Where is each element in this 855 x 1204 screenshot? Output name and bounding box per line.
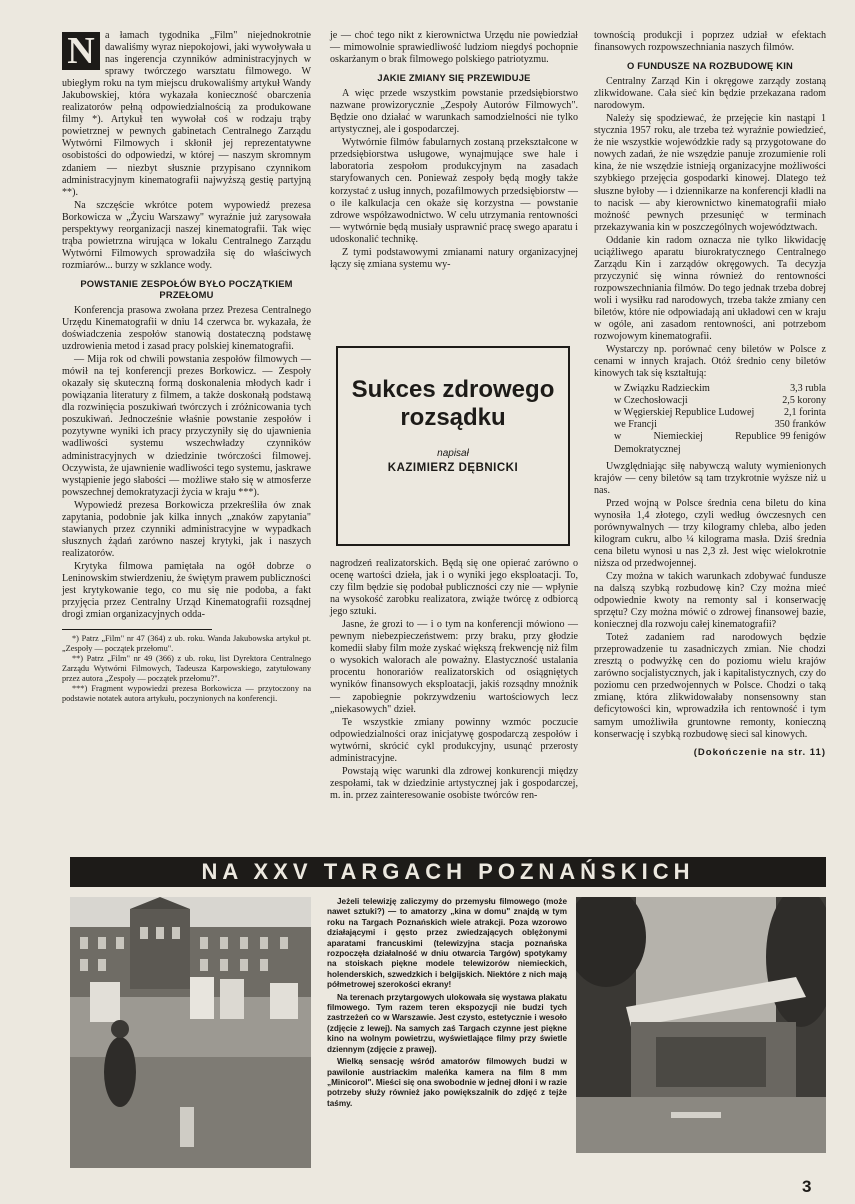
paragraph: Powstają więc warunki dla zdrowej konkurencji między zespołami, tak w dziedzinie artystycznej jak i gospodarczej, m. in. przez zainteresowanie osobiste twórców ren- xyxy=(330,765,578,801)
photo-illustration xyxy=(576,897,826,1153)
intro-paragraph: N a łamach tygodnika „Film" niejednokrotnie dawaliśmy wyraz niepokojowi, jaki wywoływała u nas ingerencja czynników administracyjnych w sprawy twórczego warsztatu filmowego. W ubiegłym roku na tym miejscu drukowaliśmy artykuł Wandy Jakubowskiej, która wykazała konieczność obarczenia realizatorów pełną odpowiedzialnością za produkowane filmy *). Artykuł ten wywołał coś w rodzaju trąby powietrznej w pewnych gabinetach Centralnego Zarządu Wytwórni Filmowych i skłonił jej reprezentatywne osobistości do odpowiedzi, w której — naszym skromnym zdaniem — niezbyt słusznie przypisano czynnikom administracyjnym kinematografii najwyższą gestię partyjną **). xyxy=(62,30,311,198)
paragraph: Jasne, że grozi to — i o tym na konferencji mówiono — pewnym niebezpieczeństwem: przy braku, przy głodzie komedii słaby film może zyskać większą frekwencję niż film o wysokich walorach ale poważny. Elastyczność ustalania procentu honorariów realizatorskich od osiągniętych wyników finansowych eksploatacji, jakiś rozsądny mnożnik — zapobiegnie pokrzywdzeniu wartościowych lecz „niekasowych" dzieł. xyxy=(330,619,578,715)
paragraph: Przed wojną w Polsce średnia cena biletu do kina wynosiła 1,4 złotego, czyli według ówczesnych cen porównywalnych — trzy kilogramy chleba, albo jeden kilogram cukru, albo ¼ kilograma masła. Dziś średnia cena biletu wynosi u nas 2,3 zł. Jest więc wielokrotnie niższa od przedwojennej. xyxy=(594,497,826,569)
footnote: ***) Fragment wypowiedzi prezesa Borkowicza — przytoczony na podstawie notatek autora artykułu, poczynionych na konferencji. xyxy=(62,684,311,704)
article-title-box xyxy=(336,346,570,546)
paragraph: Krytyka filmowa pamiętała na ogół dobrze o Leninowskim stwierdzeniu, że świętym prawem publiczności jest krytykowanie tego, co mu się nie podoba, a fakt przyjęcia przez Centralny Urząd Kinematografii rozsądnej drogi zmian organizacyjnych odda- xyxy=(62,560,311,621)
paragraph: townością produkcji i poprzez udział w efektach finansowych rozpowszechniania naszych filmów. xyxy=(594,30,826,54)
paragraph: Oddanie kin radom oznacza nie tylko likwidację uciążliwego aparatu biurokratycznego Centralnego Zarządu Kin i zarządów okręgowych. Ta decyzja przyczynić się winna również do rentowności rozpowszechniania filmów. Do tego jednak trzeba dobrej woli i wysiłku rad narodowych, trzeba także zmiany cen biletów, które nie odpowiadają ani układowi cen w kraju w ogóle, ani zasadom rentowności, ani potrzebom rozwojowym kinematografii. xyxy=(594,234,826,343)
footnote: *) Patrz „Film" nr 47 (364) z ub. roku. Wanda Jakubowska artykuł pt. „Zespoły — początek przełomu". xyxy=(62,634,311,654)
continuation-note: (Dokończenie na str. 11) xyxy=(693,746,826,758)
article-title: Sukces zdrowego rozsądku xyxy=(351,376,555,431)
paragraph: Te wszystkie zmiany powinny wzmóc poczucie odpowiedzialności oraz inicjatywę gospodarczą zespołów i wytwórni, skrócić cykl produkcyjny, usunąć przerosty administracyjne. xyxy=(330,716,578,764)
poster-exhibition-photo xyxy=(70,897,311,1168)
paragraph: Wystarczy np. porównać ceny biletów w Polsce z cenami w innych krajach. Otóż średnio ceny biletów kinowych tak się kształtują: xyxy=(594,344,826,380)
paragraph: Wielką sensację wśród amatorów filmowych budzi w pawilonie austriackim maleńka kamera na film 8 mm „Minicorol". Mieści się ona swobodnie w jednej dłoni i w razie potrzeby służy również jako powiększalnik do zdjęć z tejże taśmy. xyxy=(327,1057,567,1108)
paragraph: Jeżeli telewizję zaliczymy do przemysłu filmowego (może nawet sztuki?) — to amatorzy „kina w domu" znajdą w tym roku na Targach Poznańskich wiele atrakcji. Poza wzorowo działającymi i gęsto przez zwiedzających oblężonymi aparatami francuskimi (telewizyjna stacja poznańska rozpoczęła działalność w dniu otwarcia Targów) spotykamy na stoiskach piękne modele telewizorów niemieckich, holenderskich, szwedzkich i belgijskich. Niektóre z nich mają półmetrowej szerokości ekrany! xyxy=(327,897,567,990)
table-row: w Czechosłowacji 2,5 korony xyxy=(614,395,826,407)
table-row: w Węgierskiej Republice Ludowej 2,1 forinta xyxy=(614,407,826,419)
section-heading: POWSTANIE ZESPOŁÓW BYŁO POCZĄTKIEM PRZEŁOMU xyxy=(80,277,293,300)
page-number: 3 xyxy=(802,1177,812,1196)
paragraph: Wytwórnie filmów fabularnych zostaną przekształcone w przedsiębiorstwa usługowe, wynajmujące swe hale i laboratoria zespołom produkcyjnym na zasadach staryfowanych cen. Ponieważ zespoły będą mogły także korzystać z usług innych, pozafilmowych przedsiębiorstw — o ile kalkulacja cen okaże się korzystna — powstanie zdrowe współzawodnictwo. W celu utrzymania rentowności — wytwórnie będą musiały usprawnić pracę swego aparatu i udoskonalić technikę. xyxy=(330,137,578,245)
drop-cap: N xyxy=(62,32,100,70)
byline-label: napisał xyxy=(437,448,469,459)
footnotes xyxy=(62,634,311,704)
paragraph: Toteż zadaniem rad narodowych będzie przeprowadzenie tu zasadniczych zmian. Nie chodzi zresztą o podwyżkę cen do poziomu wielu krajów zarówno socjalistycznych, jak i kapitalistycznych, czy do poziomu cen przedwojennych w Polsce. Chodzi o taką zmianę, która zlikwidowałaby nonsensowny stan deficytowości kin, wprowadziła ich rentowność i tym samym umożliwiła gruntowne remonty, konieczną konserwację i szybką rozbudowę sieci sal kinowych. xyxy=(594,632,826,740)
table-row: we Francji 350 franków xyxy=(614,419,826,431)
paragraph: Należy się spodziewać, że przejęcie kin nastąpi 1 stycznia 1957 roku, ale trzeba też wyraźnie powiedzieć, że nie wszystkie wojewódzkie rady są przygotowane do nowych zadań, że nie wszędzie panuje zrozumienie roli kina, że nie wszędzie istnieją organizacyjne możliwości szybkiego przejęcia gospodarki kinowej. Dlatego też słuszne byłoby — i dziennikarze na konferencji kładli na to nacisk — aby kierownictwo kinematografii miało możność pewnych przesunięć w terminach przekazywania kin w poszczególnych województwach. xyxy=(594,113,826,233)
column-right xyxy=(594,30,826,759)
paragraph: nagrodzeń realizatorskich. Będą się one opierać zarówno o ocenę wartości dzieła, jak i o wyniki jego eksploatacji. To, czy film będzie się podobał publiczności czy nie — wpłynie na wysokość zarobku realizatora, zwiąże twórcę z odbiorcą jego sztuki. xyxy=(330,558,578,618)
paragraph: Konferencja prasowa zwołana przez Prezesa Centralnego Urzędu Kinematografii w dniu 14 czerwca br. wykazała, że doświadczenia zespołów stanowią dostateczną podstawę uzdrowienia metod i zasad pracy polskiej kinematografii. xyxy=(62,304,311,353)
column-left xyxy=(62,30,311,704)
paragraph: je — choć tego nikt z kierownictwa Urzędu nie powiedział — mimowolnie sprawiedliwość ludziom niegdyś pochopnie oskarżanym o brak filmowego polskiego patriotyzmu. xyxy=(330,30,578,66)
paragraph: Wypowiedź prezesa Borkowicza przekreśliła ów znak zapytania, podobnie jak kilka innych „znaków zapytania" stawianych przez czynniki administracyjne w wypadkach słusznych żądań zarówno naszej krytyki, jak i naszych realizatorów. xyxy=(62,499,311,559)
section-banner: NA XXV TARGACH POZNAŃSKICH xyxy=(70,857,826,887)
open-air-cinema-photo xyxy=(576,897,826,1153)
footnote: **) Patrz „Film" nr 49 (366) z ub. roku, list Dyrektora Centralnego Zarządu Wytwórni Filmowych, Tadeusza Karpowskiego, zatytułowany przez autora „Zespoły — początek przełomu?". xyxy=(62,654,311,684)
paragraph: Uwzględniając siłę nabywczą waluty wymienionych krajów — ceny biletów są tam trzykrotnie wyższe niż u nas. xyxy=(594,460,826,496)
author-name: KAZIMIERZ DĘBNICKI xyxy=(387,462,519,474)
paragraph: Centralny Zarząd Kin i okręgowe zarządy zostaną zlikwidowane. Cała sieć kin będzie przekazana radom narodowym. xyxy=(594,76,826,112)
paragraph: Na szczęście wkrótce potem wypowiedź prezesa Borkowicza w „Życiu Warszawy" wyraźnie już zarysowała perspektywy reorganizacji naszej kinematografii. Tak więc trąba powietrzna wirująca w lokalu Centralnego Zarządu Wytwórni Filmowych sprowadziła się do właściwych rozmiarów... burzy w szklance wody. xyxy=(62,199,311,271)
section-heading: O FUNDUSZE NA ROZBUDOWĘ KIN xyxy=(627,60,793,72)
column-middle-bottom xyxy=(330,558,578,803)
paragraph: Z tymi podstawowymi zmianami natury organizacyjnej łączy się zmiana systemu wy- xyxy=(330,246,578,270)
paragraph: — Mija rok od chwili powstania zespołów filmowych — mówił na tej konferencji prezes Borkowicz. — Zespoły okazały się skuteczną formą doskonalenia młodych kadr i powiązania literatury z filmem, a także doskonałą podstawą dla rozwinięcia poszukiwań twórczych i zróżnicowania tych poszukiwań. Jednocześnie właśnie powstanie zespołów i pozytywne wyniki ich pracy przyczyniły się do ujawnienia wadliwości systemu wszechwładzy czynników administracyjnych w dziedzinie twórczości filmowej. Oczywista, że ujawnienie wadliwości tego systemu, jaskrawe wystąpienie jego słabości — możliwe stało się w atmosferze powszechnej demokratyzacji życia w kraju ***). xyxy=(62,354,311,498)
paragraph: Czy można w takich warunkach zdobywać fundusze na dalszą szybką rozbudowę kin? Czy można mieć odpowiednie kwoty na remonty sal i konserwację sprzętu? Czy można mówić o zdrowej finansowej bazie, koniecznej dla rozwoju całej kinematografii? xyxy=(594,570,826,631)
photo-illustration xyxy=(70,897,311,1168)
table-row: w Niemieckiej Republice Demokratycznej 99 fenigów xyxy=(614,431,826,455)
ticket-price-table xyxy=(594,383,826,455)
table-row: w Związku Radzieckim 3,3 rubla xyxy=(614,383,826,395)
paragraph: Na terenach przytargowych ulokowała się wystawa plakatu filmowego. Tym razem teren ekspozycji nie budzi tych zastrzeżeń co w Warszawie. Jest czysto, estetycznie i wesoło (zdjęcie z lewej). Na samych zaś Targach czynne jest piękne kino na wolnym powietrzu, wyświetlające filmy przy świetle dziennym (zdjęcie z prawej). xyxy=(327,992,567,1054)
section-heading: JAKIE ZMIANY SIĘ PRZEWIDUJE xyxy=(377,72,531,84)
paragraph: A więc przede wszystkim powstanie przedsiębiorstwo nazwane prowizorycznie „Zespoły Autorów Filmowych". Będzie ono działać w warunkach samodzielności nie tylko artystycznej, ale i gospodarczej. xyxy=(330,88,578,136)
column-middle-top xyxy=(330,30,578,272)
fair-report-text xyxy=(327,897,567,1111)
